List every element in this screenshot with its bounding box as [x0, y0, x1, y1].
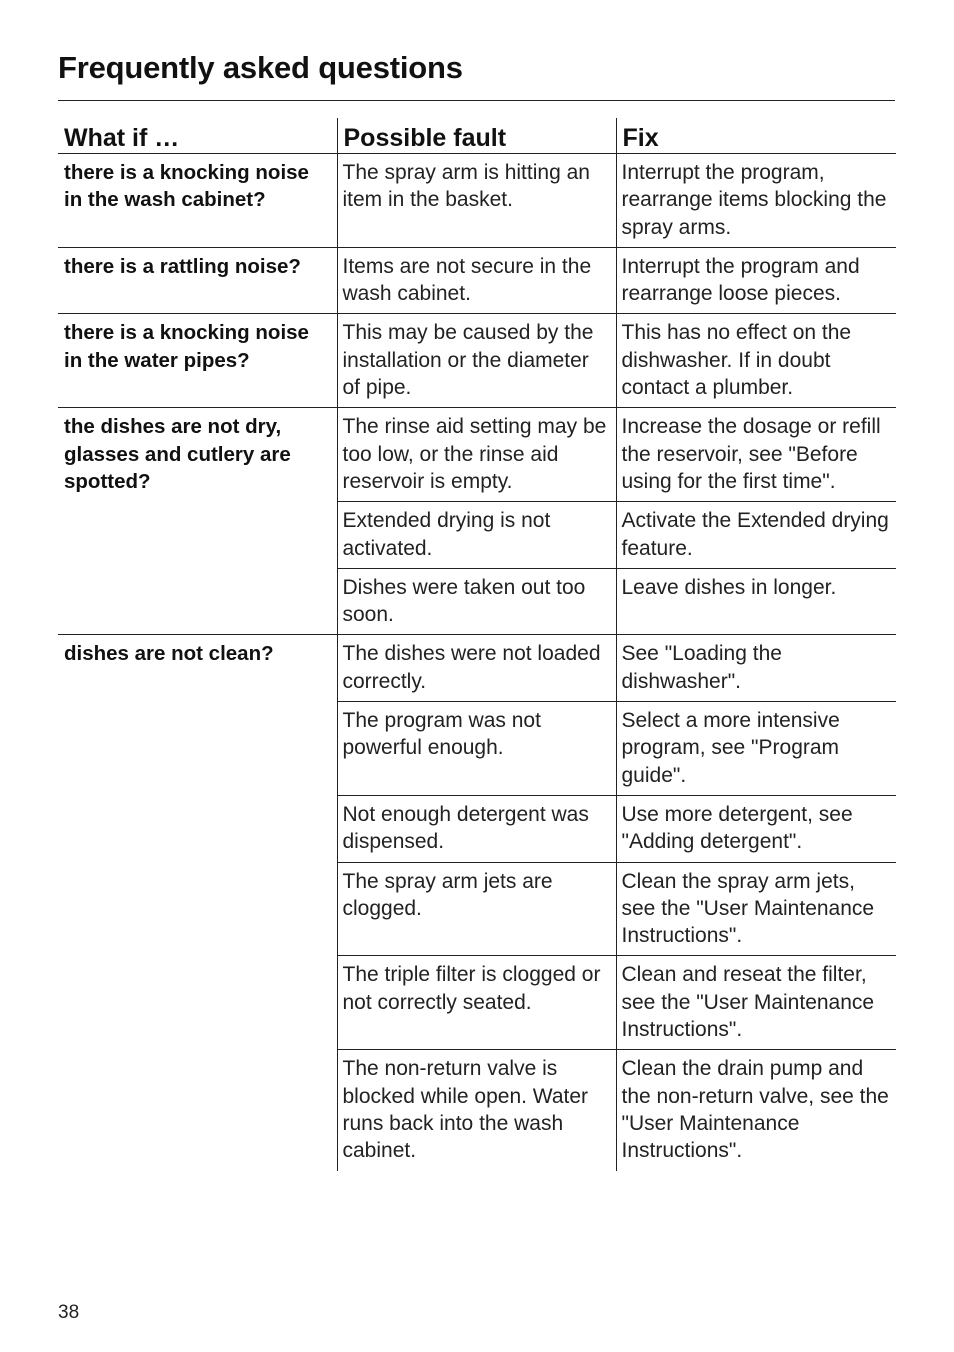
fix-cell: Clean the spray arm jets, see the "User Maintenance Instructions".	[616, 862, 896, 956]
header-what-if: What if …	[58, 118, 337, 154]
header-possible-fault: Possible fault	[337, 118, 616, 154]
table-row	[58, 408, 896, 502]
question-cell: there is a rattling noise?	[58, 247, 337, 314]
fault-cell: The spray arm jets are clogged.	[337, 862, 616, 956]
table-row	[58, 314, 896, 408]
fix-cell: Increase the dosage or refill the reservoir, see "Before using for the first time".	[616, 408, 896, 502]
fault-cell: The non-return valve is blocked while open. Water runs back into the wash cabinet.	[337, 1050, 616, 1171]
fault-cell: Extended drying is not activated.	[337, 502, 616, 569]
header-fix: Fix	[616, 118, 896, 154]
fault-cell: Dishes were taken out too soon.	[337, 568, 616, 635]
question-cell: the dishes are not dry, glasses and cutlery are spotted?	[58, 408, 337, 635]
fix-cell: Select a more intensive program, see "Program guide".	[616, 702, 896, 796]
fault-cell: Items are not secure in the wash cabinet.	[337, 247, 616, 314]
page-number: 38	[58, 1302, 80, 1323]
fault-cell: The rinse aid setting may be too low, or the rinse aid reservoir is empty.	[337, 408, 616, 502]
fix-cell: Interrupt the program and rearrange loose pieces.	[616, 247, 896, 314]
table-row	[58, 247, 896, 314]
question-cell: there is a knocking noise in the water pipes?	[58, 314, 337, 408]
fix-cell: This has no effect on the dishwasher. If in doubt contact a plumber.	[616, 314, 896, 408]
fault-cell: Not enough detergent was dispensed.	[337, 795, 616, 862]
fix-cell: Leave dishes in longer.	[616, 568, 896, 635]
fix-cell: Clean and reseat the filter, see the "User Maintenance Instructions".	[616, 956, 896, 1050]
fix-cell: Use more detergent, see "Adding detergent".	[616, 795, 896, 862]
fault-cell: The triple filter is clogged or not correctly seated.	[337, 956, 616, 1050]
table-row	[58, 154, 896, 248]
page-title: Frequently asked questions	[58, 50, 463, 85]
question-cell: there is a knocking noise in the wash cabinet?	[58, 154, 337, 248]
fault-cell: The spray arm is hitting an item in the basket.	[337, 154, 616, 248]
faq-table	[58, 118, 896, 1171]
table-row	[58, 635, 896, 702]
fix-cell: Clean the drain pump and the non-return valve, see the "User Maintenance Instructions".	[616, 1050, 896, 1171]
question-cell: dishes are not clean?	[64, 642, 274, 666]
fix-cell: Activate the Extended drying feature.	[616, 502, 896, 569]
faq-table-header	[58, 118, 896, 154]
faq-table-body	[58, 154, 896, 1171]
title-divider	[58, 100, 895, 101]
fix-cell: See "Loading the dishwasher".	[616, 635, 896, 702]
fault-cell: The program was not powerful enough.	[337, 702, 616, 796]
fault-cell: The dishes were not loaded correctly.	[337, 635, 616, 702]
fix-cell: Interrupt the program, rearrange items blocking the spray arms.	[616, 154, 896, 248]
fault-cell: This may be caused by the installation or the diameter of pipe.	[337, 314, 616, 408]
